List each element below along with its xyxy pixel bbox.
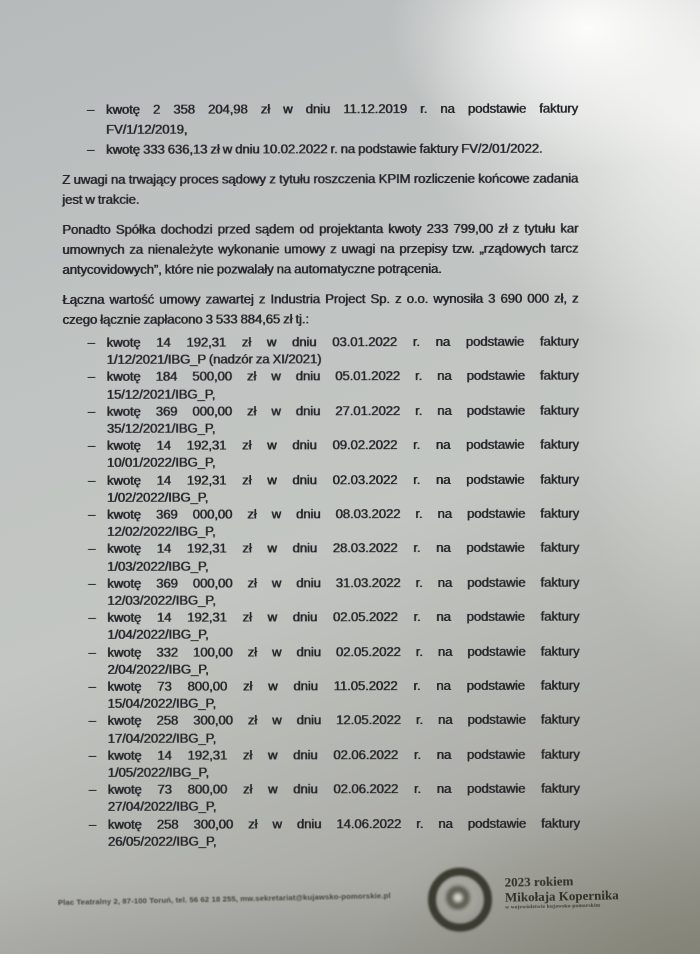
paragraph-court-case: Z uwagi na trwający proces sądowy z tytułu roszczenia KPIM rozliczenie końcowe zadania jest w trakcie.: [62, 170, 579, 207]
logo-region-line: w województwie kujawsko-pomorskim: [505, 902, 601, 911]
payment-invoice-line: 17/04/2022/IBG_P,: [107, 730, 217, 746]
payment-item: [63, 505, 579, 541]
bullet-dash-icon: –: [88, 678, 96, 694]
bullet-dash-icon: –: [88, 541, 96, 557]
bullet-dash-icon: –: [88, 644, 96, 660]
payment-amount-line: kwotę 14 192,31 zł w dniu 02.06.2022 r. na podstawie faktury: [107, 746, 580, 763]
payment-invoice-line: 1/12/2021/IBG_P (nadzór za XI/2021): [106, 351, 322, 368]
payment-amount-line: kwotę 369 000,00 zł w dniu 27.01.2022 r. na podstawie faktury: [106, 402, 579, 419]
bullet-dash-icon: –: [87, 403, 96, 419]
list-item: [62, 99, 578, 140]
logo-text: [505, 873, 619, 911]
payment-item: [63, 436, 579, 472]
payment-item: [63, 333, 579, 369]
payment-invoice-line: 27/04/2022/IBG_P,: [107, 799, 217, 815]
payment-amount-line: kwotę 73 800,00 zł w dniu 02.06.2022 r. na podstawie faktury: [107, 780, 580, 798]
bullet-dash-icon: –: [87, 438, 96, 454]
payment-item: [64, 677, 580, 713]
list-item: [62, 139, 578, 160]
payment-amount-line: kwotę 258 300,00 zł w dniu 14.06.2022 r. na podstawie faktury: [107, 815, 580, 832]
bullet-dash-icon: –: [88, 816, 97, 832]
bullet-dash-icon: –: [87, 369, 95, 385]
payment-amount-line: kwotę 184 500,00 zł w dniu 05.01.2022 r. na podstawie faktury: [106, 368, 579, 385]
payment-invoice-line: 2/04/2022/IBG_P,: [107, 661, 209, 677]
copernicus-logo-icon: [427, 867, 492, 932]
payment-invoice-line: 12/03/2022/IBG_P,: [107, 592, 216, 608]
payment-item: [64, 711, 580, 747]
bullet-dash-icon: –: [88, 782, 97, 798]
copernicus-anniversary-logo: [427, 863, 678, 940]
payment-invoice-line: 26/05/2022/IBG_P,: [107, 833, 217, 849]
payment-item: [63, 608, 579, 644]
payment-amount-line: kwotę 333 636,13 zł w dniu 10.02.2022 r. na podstawie faktury FV/2/01/2022.: [106, 140, 543, 157]
payment-invoice-line: 15/12/2021/IBG_P,: [106, 386, 216, 402]
logo-name-line: Mikołaja Kopernika: [504, 887, 619, 905]
payment-amount-line: kwotę 369 000,00 zł w dniu 31.03.2022 r. na podstawie faktury: [107, 574, 580, 591]
bullet-dash-icon: –: [87, 141, 95, 157]
bullet-dash-icon: –: [88, 610, 96, 626]
payment-invoice-line: 1/02/2022/IBG_P,: [107, 489, 209, 505]
top-section: [62, 99, 579, 330]
payment-amount-line: kwotę 14 192,31 zł w dniu 09.02.2022 r. na podstawie faktury: [106, 436, 579, 454]
bullet-dash-icon: –: [87, 334, 95, 350]
payment-item: [63, 401, 579, 437]
payment-amount-line: kwotę 14 192,31 zł w dniu 03.01.2022 r. na podstawie faktury: [106, 333, 579, 350]
payment-amount-line: kwotę 332 100,00 zł w dniu 02.05.2022 r. na podstawie faktury: [107, 643, 580, 660]
payment-item: [63, 642, 579, 678]
payment-amount-line: kwotę 14 192,31 zł w dniu 02.05.2022 r. na podstawie faktury: [107, 608, 580, 626]
payment-invoice-line: 15/04/2022/IBG_P,: [107, 695, 217, 712]
bullet-dash-icon: –: [87, 101, 95, 117]
paragraph-contract-total: Łączna wartość umowy zawartej z Industria Project Sp. z o.o. wynosiła 3 690 000 zł, z czego łącznie zapłacono 3 533 884,65 zł tj.:: [62, 290, 579, 327]
bullet-dash-icon: –: [88, 575, 96, 591]
payment-invoice-line: 1/04/2022/IBG_P,: [107, 627, 209, 643]
footer-address: Plac Teatralny 2, 87-100 Toruń, tel. 56 62 18 255, mw.sekretariat@kujawsko-pomorskie.pl: [57, 891, 391, 908]
payments-list: [63, 333, 580, 850]
payment-invoice-line: 35/12/2021/IBG_P,: [106, 420, 216, 436]
logo-year-line: 2023 rokiem: [504, 873, 574, 890]
payment-item: [64, 780, 580, 816]
bullet-dash-icon: –: [88, 506, 96, 522]
payment-item: [64, 746, 580, 782]
payment-amount-line: kwotę 369 000,00 zł w dniu 08.03.2022 r. na podstawie faktury: [107, 505, 580, 522]
document-text-block: [62, 99, 580, 850]
payment-amount-line: kwotę 73 800,00 zł w dniu 11.05.2022 r. na podstawie faktury: [107, 677, 580, 694]
bullet-dash-icon: –: [88, 747, 96, 763]
payment-invoice-line: 1/03/2022/IBG_P,: [107, 558, 209, 574]
payment-item: [64, 814, 580, 850]
bullet-dash-icon: –: [87, 472, 96, 488]
bullet-dash-icon: –: [88, 713, 96, 729]
payment-amount-line: kwotę 2 358 204,98 zł w dniu 11.12.2019 r. na podstawie faktury: [106, 100, 579, 117]
payment-item: [63, 573, 579, 609]
payment-invoice-line: 1/05/2022/IBG_P,: [107, 764, 210, 780]
payment-item: [63, 367, 579, 403]
paragraph-penalty-claim: Ponadto Spółka dochodzi przed sądem od projektanta kwoty 233 799,00 zł z tytułu kar umownych za nienależyte wykonanie umowy z uwagi na przepisy tzw. „rządowych tarcz antycovidowych”, które nie pozwalały na automatyczne potrącenia.: [62, 220, 579, 277]
payment-invoice-line: 10/01/2022/IBG_P,: [106, 455, 216, 471]
payment-item: [63, 539, 579, 575]
payment-invoice-line: 12/02/2022/IBG_P,: [107, 523, 216, 540]
logo-center-dot: [446, 885, 470, 909]
payment-amount-line: kwotę 258 300,00 zł w dniu 12.05.2022 r. na podstawie faktury: [107, 712, 580, 729]
payment-invoice-line: FV/1/12/2019,: [106, 121, 188, 137]
page-footer: [0, 861, 700, 954]
payment-amount-line: kwotę 14 192,31 zł w dniu 02.03.2022 r. na podstawie faktury: [106, 471, 580, 488]
payment-amount-line: kwotę 14 192,31 zł w dniu 28.03.2022 r. na podstawie faktury: [107, 540, 580, 557]
payment-item: [63, 470, 579, 506]
